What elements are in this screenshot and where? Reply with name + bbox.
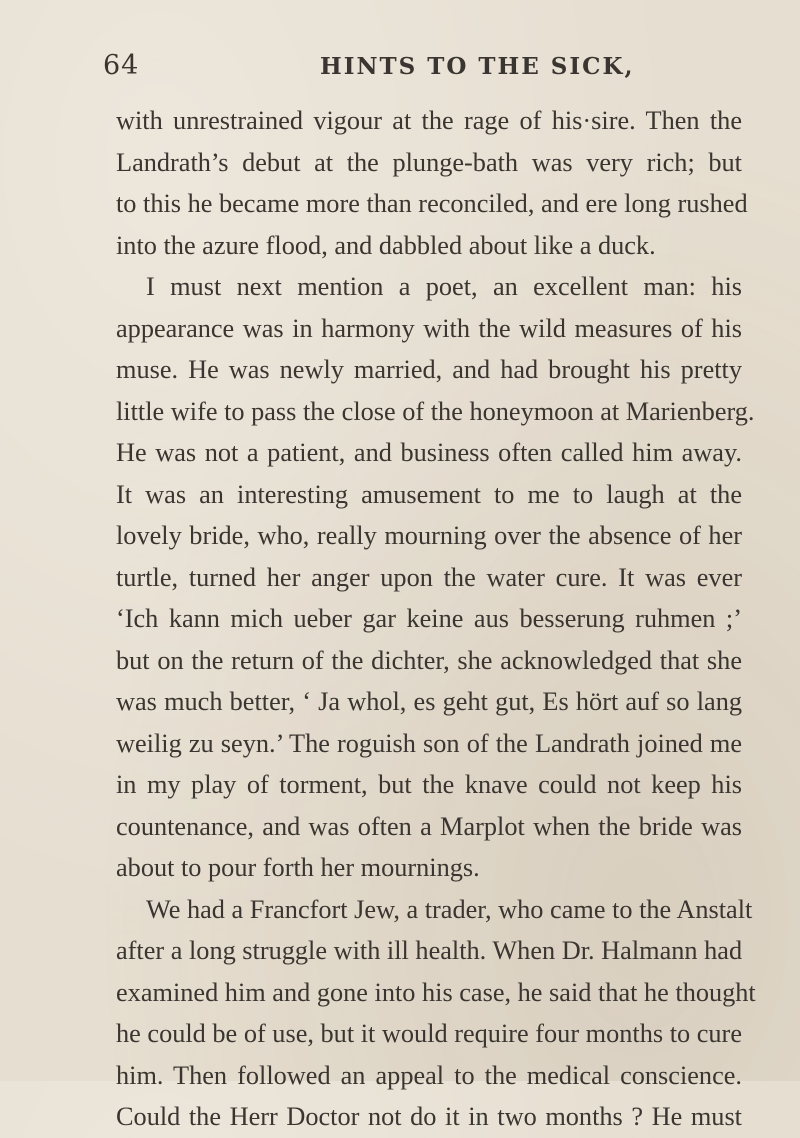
- text-line: We had a Francfort Jew, a trader, who came to the Anstalt: [146, 894, 753, 924]
- text-line: muse. He was newly married, and had brought his pretty: [116, 355, 742, 384]
- text-line: about to pour forth her mournings.: [116, 853, 480, 882]
- text-line: into the azure flood, and dabbled about like a duck.: [116, 230, 656, 260]
- text-line: He was not a patient, and business often called him away.: [116, 438, 742, 467]
- text-line: little wife to pass the close of the honeymoon at Marienberg.: [116, 396, 755, 426]
- text-line: countenance, and was often a Marplot when the bride was: [116, 811, 742, 841]
- text-line: I must next mention a poet, an excellent man: his: [146, 272, 742, 301]
- text-line: with unrestrained vigour at the rage of his·sire. Then the: [116, 106, 742, 135]
- text-line: in my play of torment, but the knave could not keep his: [116, 770, 742, 799]
- text-line: after a long struggle with ill health. When Dr. Halmann had: [116, 936, 743, 965]
- running-title: HINTS TO THE SICK,: [320, 53, 635, 80]
- text-line: turtle, turned her anger upon the water cure. It was ever: [116, 562, 742, 592]
- page-number: 64: [103, 50, 140, 81]
- text-line: he could be of use, but it would require four months to cure: [116, 1019, 742, 1048]
- text-line: to this he became more than reconciled, and ere long rushed: [116, 189, 748, 218]
- text-line: appearance was in harmony with the wild measures of his: [116, 313, 742, 343]
- text-line: weilig zu seyn.’ The roguish son of the Landrath joined me: [116, 728, 742, 758]
- text-line: lovely bride, who, really mourning over the absence of her: [116, 521, 742, 550]
- text-line: but on the return of the dichter, she acknowledged that she: [116, 645, 742, 675]
- body-text: [116, 100, 756, 1138]
- text-line: was much better, ‘ Ja whol, es geht gut, Es hört auf so lang: [116, 687, 742, 716]
- running-head: [103, 50, 743, 86]
- text-line: Could the Herr Doctor not do it in two months ? He must: [116, 1102, 742, 1131]
- text-line: Landrath’s debut at the plunge-bath was very rich; but: [116, 147, 742, 177]
- text-line: It was an interesting amusement to me to laugh at the: [116, 479, 742, 509]
- text-line: him. Then followed an appeal to the medical conscience.: [116, 1060, 742, 1090]
- text-line: examined him and gone into his case, he said that he thought: [116, 977, 756, 1007]
- text-line: ‘Ich kann mich ueber gar keine aus besserung ruhmen ;’: [116, 604, 742, 633]
